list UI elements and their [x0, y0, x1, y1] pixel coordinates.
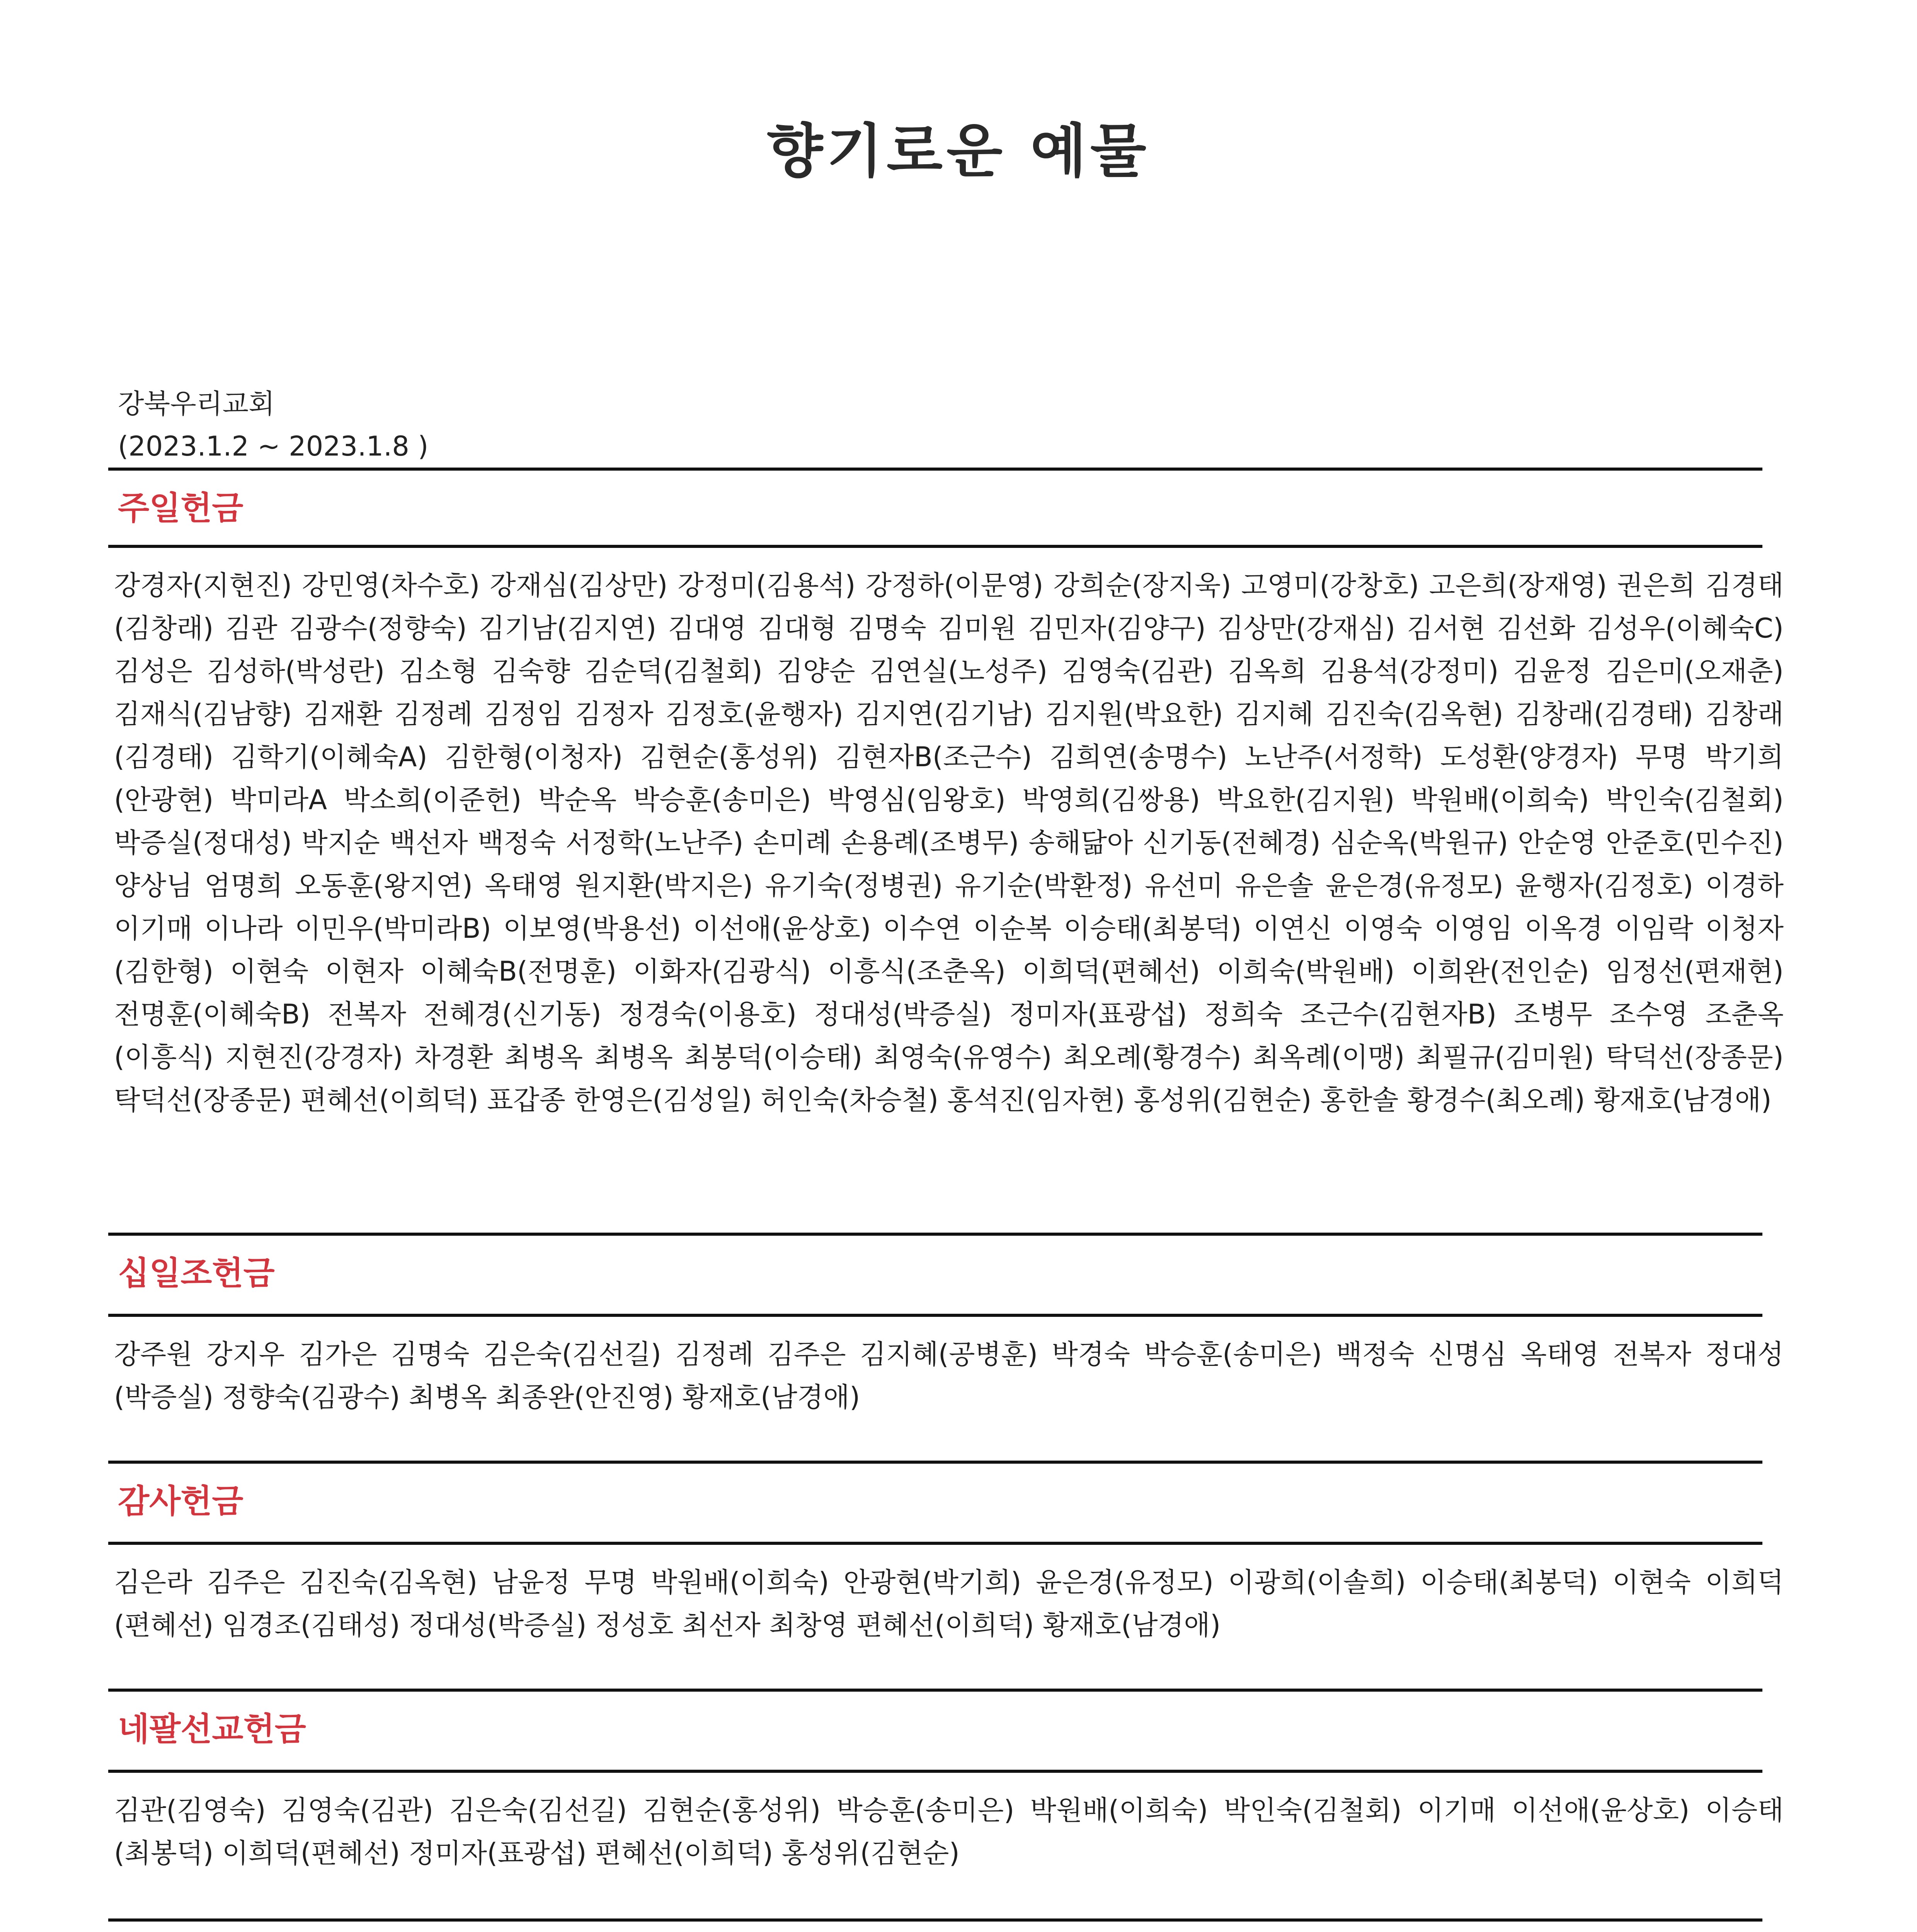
donor-list-thanksgiving: 김은라 김주은 김진숙(김옥현) 남윤정 무명 박원배(이희숙) 안광현(박기희) 윤은경(유정모) 이광희(이솔희) 이승태(최봉덕) 이현숙 이희덕(편혜선) 임경조(김태성) 정대성(박증실) 정성호 최선자 최창영 편혜선(이희덕) 황재호(남경애)	[114, 1566, 1784, 1641]
divider	[108, 1233, 1762, 1236]
divider	[108, 1689, 1762, 1692]
divider	[108, 1542, 1762, 1545]
divider	[108, 1314, 1762, 1317]
document-header	[118, 383, 428, 468]
divider	[108, 1918, 1762, 1922]
donor-list-nepal-mission: 김관(김영숙) 김영숙(김관) 김은숙(김선길) 김현순(홍성위) 박승훈(송미은) 박원배(이희숙) 박인숙(김철회) 이기매 이선애(윤상호) 이승태(최봉덕) 이희덕(편혜선) 정미자(표광섭) 편혜선(이희덕) 홍성위(김현순)	[114, 1794, 1784, 1869]
section-heading-nepal-mission: 네팔선교헌금	[118, 1710, 306, 1748]
divider	[108, 1770, 1762, 1773]
church-name: 강북우리교회	[118, 388, 275, 420]
divider	[108, 468, 1762, 471]
divider	[108, 1461, 1762, 1464]
section-heading-tithe: 십일조헌금	[118, 1254, 275, 1292]
date-range: (2023.1.2 ~ 2023.1.8 )	[118, 430, 429, 462]
divider	[108, 545, 1762, 548]
page-title: 향기로운 예물	[767, 118, 1150, 185]
donor-list-tithe: 강주원 강지우 김가은 김명숙 김은숙(김선길) 김정례 김주은 김지혜(공병훈) 박경숙 박승훈(송미은) 백정숙 신명심 옥태영 전복자 정대성(박증실) 정향숙(김광수) 최병옥 최종완(안진영) 황재호(남경애)	[114, 1338, 1784, 1413]
section-heading-sunday-offering: 주일헌금	[118, 489, 243, 527]
section-heading-thanksgiving: 감사헌금	[118, 1482, 243, 1520]
donor-list-sunday-offering: 강경자(지현진) 강민영(차수호) 강재심(김상만) 강정미(김용석) 강정하(이문영) 강희순(장지욱) 고영미(강창호) 고은희(장재영) 권은희 김경태(김창래) 김관 김광수(정향숙) 김기남(김지연) 김대영 김대형 김명숙 김미원 김민자(김양구) 김상만(강재심) 김서현 김선화 김성우(이혜숙C) 김성은 김성하(박성란) 김소형 김숙향 김순덕(김철회) 김양순 김연실(노성주) 김영숙(김관) 김옥희 김용석(강정미) 김윤정 김은미(오재춘) 김재식(김남향) 김재환 김정례 김정임 김정자 김정호(윤행자) 김지연(김기남) 김지원(박요한) 김지혜 김진숙(김옥현) 김창래(김경태) 김창래(김경태) 김학기(이혜숙A) 김한형(이청자) 김현순(홍성위) 김현자B(조근수) 김희연(송명수) 노난주(서정학) 도성환(양경자) 무명 박기희(안광현) 박미라A 박소희(이준헌) 박순옥 박승훈(송미은) 박영심(임왕호) 박영희(김쌍용) 박요한(김지원) 박원배(이희숙) 박인숙(김철회) 박증실(정대성) 박지순 백선자 백정숙 서정학(노난주) 손미례 손용례(조병무) 송해닮아 신기동(전혜경) 심순옥(박원규) 안순영 안준호(민수진) 양상님 엄명희 오동훈(왕지연) 옥태영 원지환(박지은) 유기숙(정병권) 유기순(박환정) 유선미 유은솔 윤은경(유정모) 윤행자(김정호) 이경하 이기매 이나라 이민우(박미라B) 이보영(박용선) 이선애(윤상호) 이수연 이순복 이승태(최봉덕) 이연신 이영숙 이영임 이옥경 이임락 이청자(김한형) 이현숙 이현자 이혜숙B(전명훈) 이화자(김광식) 이흥식(조춘옥) 이희덕(편혜선) 이희숙(박원배) 이희완(전인순) 임정선(편재현) 전명훈(이혜숙B) 전복자 전혜경(신기동) 정경숙(이용호) 정대성(박증실) 정미자(표광섭) 정희숙 조근수(김현자B) 조병무 조수영 조춘옥(이흥식) 지현진(강경자) 차경환 최병옥 최병옥 최봉덕(이승태) 최영숙(유영수) 최오례(황경수) 최옥례(이맹) 최필규(김미원) 탁덕선(장종문) 탁덕선(장종문) 편혜선(이희덕) 표갑종 한영은(김성일) 허인숙(차승철) 홍석진(임자현) 홍성위(김현순) 홍한솔 황경수(최오례) 황재호(남경애)	[114, 570, 1784, 1116]
